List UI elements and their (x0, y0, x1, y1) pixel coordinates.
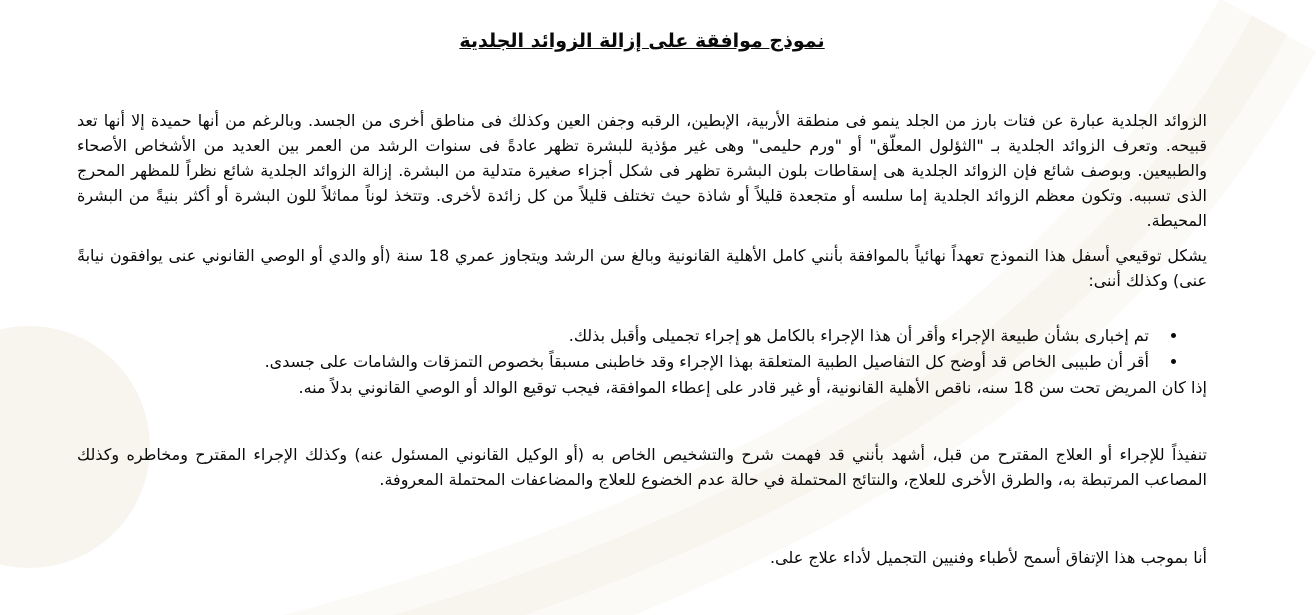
bullet-item-doctor-explained: • أقر أن طبيبى الخاص قد أوضح كل التفاصيل الطبية المتعلقة بهذا الإجراء وقد خاطبنى مسبقاً بخصوص التمزقات والشامات على جسدى. (77, 349, 1159, 374)
intro-paragraph: الزوائد الجلدية عبارة عن فتات بارز من الجلد ينمو فى منطقة الأربية، الإبطين، الرقبه وجفن العين وكذلك فى مناطق أخرى من الجسد. وبالرغم من أنها حميدة إلا أنها تعد قبيحه. وتعرف الزوائد الجلدية بـ "الثؤلول المعلّق" أو "ورم حليمى" وهى غير مؤذية للبشرة تظهر عادةً فى سنوات الرشد من العمر بين العديد من الأشخاص الأصحاء والطبيعين. وبوصف شائع فإن الزوائد الجلدية هى إسقاطات بلون البشرة تظهر فى شكل أجزاء صغيرة متدلية من البشرة. إزالة الزوائد الجلدية شائع نظراً للمظهر المحرج الذى تسببه. وتكون معظم الزوائد الجلدية إما سلسه أو متجعدة قليلاً أو شاذة حيث تختلف قليلاً من كل زائدة لأخرى. وتتخذ لوناً مماثلاً للون البشرة أو أكثر بنيةً من البشرة المحيطة. (77, 111, 1207, 230)
acknowledgement-paragraph: تنفيذاً للإجراء أو العلاج المقترح من قبل، أشهد بأنني قد فهمت شرح والتشخيص الخاص به (أو الوكيل القانوني المسئول عنه) وكذلك الإجراء المقترح ومخاطره وكذلك المصاعب المرتبطة به، والطرق الأخرى للعلاج، والنتائج المحتملة في حالة عدم الخضوع للعلاج والمضاعفات المحتملة المعروفة. (77, 445, 1207, 489)
bullet-item-procedure-nature: • تم إخبارى بشأن طبيعة الإجراء وأقر أن هذا الإجراء بالكامل هو إجراء تجميلى وأقبل بذلك. (77, 323, 1159, 348)
closing-authorization-line: أنا بموجب هذا الإتفاق أسمح لأطباء وفنيين التجميل لأداء علاج على. (769, 548, 1207, 567)
consent-statement-paragraph: يشكل توقيعي أسفل هذا النموذج تعهداً نهائياً بالموافقة بأنني كامل الأهلية القانونية وبالغ سن الرشد ويتجاوز عمري 18 سنة (أو والدي أو الوصي القانوني عنى يوافقون نيابةً عنى) وكذلك أننى: (77, 246, 1207, 290)
consent-bullet-list (77, 323, 1207, 374)
form-title: نموذج موافقة على إزالة الزوائد الجلدية (459, 30, 825, 52)
document-body (77, 0, 1207, 570)
minors-signature-note: إذا كان المريض تحت سن 18 سنه، ناقص الأهلية القانونية، أو غير قادر على إعطاء الموافقة، فيجب توقيع الوالد أو الوصي القانوني بدلاً منه. (298, 378, 1207, 397)
